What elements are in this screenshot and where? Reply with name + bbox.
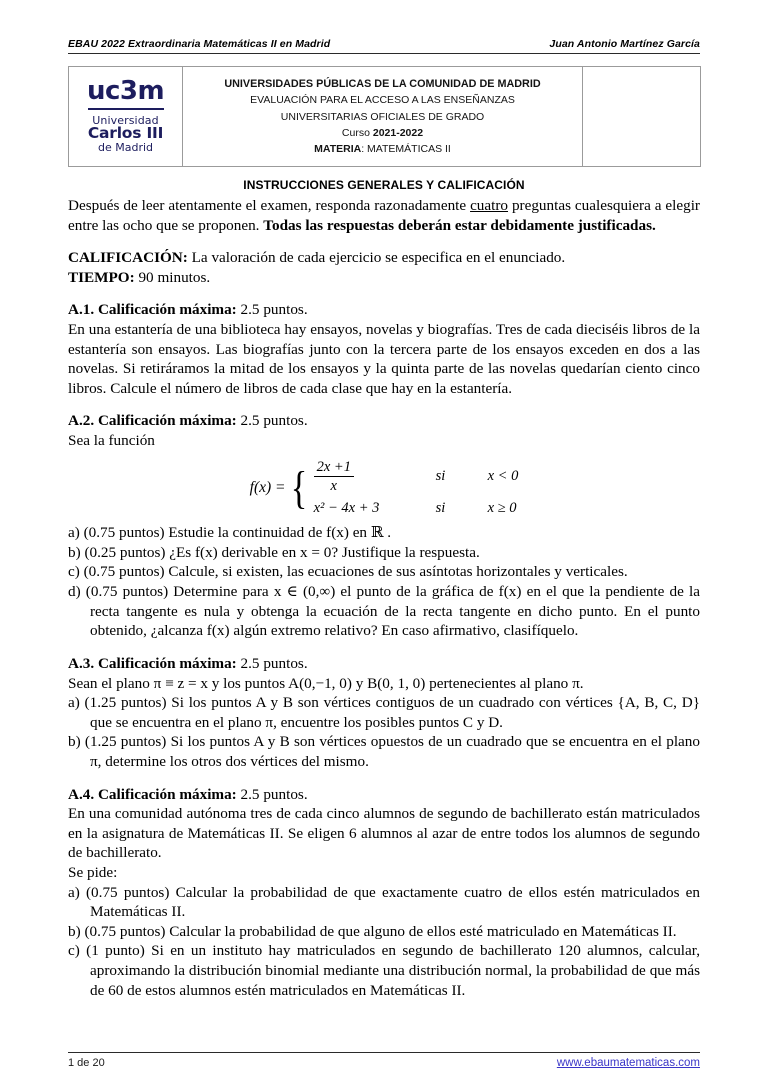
page-number: 1 de 20 (68, 1057, 105, 1069)
piecewise-formula (68, 459, 700, 518)
masthead-table (68, 66, 701, 167)
case2-si: si (435, 500, 446, 517)
spacer (68, 398, 700, 411)
a2-id: A.2. (68, 412, 95, 430)
case2-expression: x² − 4x + 3 (313, 500, 380, 517)
uc3m-de-madrid: de Madrid (97, 140, 154, 154)
formula-lhs: f(x) = (249, 478, 286, 496)
instructions-p1-b: preguntas cualesquiera a elegir entre las ocho que se proponen. (68, 197, 700, 234)
running-footer (68, 1052, 700, 1069)
question-a2-intro: Sea la función (68, 432, 155, 450)
case1-condition: x < 0 (487, 467, 519, 484)
case1-expression (314, 459, 432, 495)
masthead-line-4 (191, 125, 574, 141)
a4-item-a (68, 883, 700, 922)
formula-cases (314, 459, 519, 518)
instructions-p1-a: Después de leer atentamente el examen, responda razonadamente (68, 197, 471, 214)
a2-item-c (68, 562, 700, 582)
masthead-line-2: EVALUACIÓN PARA EL ACCESO A LAS ENSEÑANZAS (250, 94, 515, 107)
question-a1-body: En una estantería de una biblioteca hay ensayos, novelas y biografías. Tres de cada dieciséis libros de la estantería son ensayos. Las biografías junto con la tercera parte de los ensayos exceden en dos a las novelas. Si retiráramos la mitad de los ensayos y la quinta parte de las novelas quedarían ciento cinco libros. Calcule el número de libros de cada clase que hay en la estantería. (68, 321, 700, 397)
left-brace-glyph: { (290, 462, 307, 514)
masthead-logo-cell (69, 67, 183, 167)
a4-item-b-marker: b) (0.75 puntos) (68, 922, 170, 940)
a4-item-c-marker: c) (1 punto) (68, 942, 152, 960)
spacer (68, 235, 700, 248)
a2-item-d (68, 582, 700, 641)
a2-item-a-text: Estudie la continuidad de f(x) en ℝ . (168, 524, 392, 542)
a3-item-b-marker: b) (1.25 puntos) (68, 733, 171, 751)
materia-label: MATERIA (314, 143, 362, 156)
a4-head-label: Calificación máxima: (94, 785, 237, 803)
a1-head-value: 2.5 puntos. (236, 301, 308, 319)
masthead-blank-cell (583, 67, 701, 167)
calificacion-text: La valoración de cada ejercicio se especifica en el enunciado. (187, 249, 566, 267)
fraction-bar (314, 476, 354, 477)
a4-item-b-text: Calcular la probabilidad de que alguno de ellos esté matriculado en Matemáticas II. (169, 922, 677, 940)
fraction (314, 459, 354, 495)
tiempo-text: 90 minutos. (134, 268, 211, 286)
case2-condition: x ≥ 0 (487, 500, 517, 517)
masthead-line-1: UNIVERSIDADES PÚBLICAS DE LA COMUNIDAD DE MADRID (224, 77, 541, 90)
calificacion-line (68, 248, 700, 268)
header-exam-title: EBAU 2022 Extraordinaria Matemáticas II en Madrid (68, 38, 331, 50)
question-a2-heading (68, 411, 700, 431)
instructions-p1-underline: cuatro (470, 197, 509, 214)
a3-item-a-text: Si los puntos A y B son vértices contiguos de un cuadrado con vértices {A, B, C, D} que se encuentra en el plano π, encuentre los posibles puntos C y D. (90, 694, 700, 731)
spacer (68, 287, 700, 300)
spacer (68, 772, 700, 785)
tiempo-line (68, 268, 700, 288)
curso-value: 2021-2022 (372, 126, 424, 139)
a4-item-a-marker: a) (0.75 puntos) (68, 883, 176, 901)
a2-item-d-marker: d) (0.75 puntos) (68, 583, 174, 601)
formula-expression (250, 459, 519, 518)
a2-head-value: 2.5 puntos. (236, 412, 308, 430)
instructions-title: INSTRUCCIONES GENERALES Y CALIFICACIÓN (243, 178, 525, 192)
a2-item-c-text: Calcule, si existen, las ecuaciones de sus asíntotas horizontales y verticales. (168, 563, 628, 581)
case1-si: si (435, 467, 446, 484)
a3-item-b (68, 732, 700, 771)
question-a4-body: En una comunidad autónoma tres de cada cinco alumnos de segundo de bachillerato están matriculados en la asignatura de Matemáticas II. Se eligen 6 alumnos al azar de entre todos los alumnos de segundo de bachillerato. (68, 805, 700, 862)
materia-value: : MATEMÁTICAS II (361, 143, 451, 156)
a1-id: A.1. (68, 301, 95, 319)
document-page (68, 0, 700, 1091)
instructions-paragraph (68, 196, 700, 235)
uc3m-logo (69, 74, 182, 159)
fraction-numerator: 2x +1 (316, 458, 351, 475)
tiempo-label: TIEMPO: (68, 268, 135, 286)
uc3m-universidad: Universidad (92, 114, 159, 128)
formula-case-1 (314, 459, 519, 495)
a2-item-b-marker: b) (0.25 puntos) (68, 543, 170, 561)
a3-id: A.3. (68, 654, 95, 672)
a2-item-d-text: Determine para x ∈ (0,∞) el punto de la gráfica de f(x) en el que la pendiente de la recta tangente es nula y obtenga la ecuación de la recta tangente en dicho punto. En el punto obtenido, ¿alcanza f(x) algún extremo relativo? En caso afirmativo, clasifíquelo. (90, 583, 700, 640)
uc3m-acronym: uc3m (86, 76, 165, 107)
uc3m-logo-divider (88, 108, 164, 110)
masthead-line-5 (191, 141, 574, 157)
a2-head-label: Calificación máxima: (94, 412, 237, 430)
formula-case-2 (314, 500, 519, 517)
a2-item-a-marker: a) (0.75 puntos) (68, 524, 169, 542)
question-a1-heading (68, 300, 700, 320)
fraction-denominator: x (330, 478, 337, 495)
a4-item-c-text: Si en un instituto hay matriculados en segundo de bachillerato 120 alumnos, calcular, aproximando la distribución binomial mediante una distribución normal, la probabilidad de que más de 60 de estos alumnos estén matriculados en Matemáticas II. (90, 942, 701, 999)
masthead-line-3: UNIVERSITARIAS OFICIALES DE GRADO (280, 110, 485, 123)
question-a3-intro: Sean el plano π ≡ z = x y los puntos A(0,−1, 0) y B(0, 1, 0) pertenecientes al plano π. (68, 674, 584, 692)
a2-item-b-text: ¿Es f(x) derivable en x = 0? Justifique la respuesta. (169, 543, 480, 561)
a4-item-c (68, 941, 700, 1000)
uc3m-carlos-iii: Carlos III (87, 124, 164, 143)
question-a4-se-pide: Se pide: (68, 864, 118, 882)
website-link[interactable]: www.ebaumatematicas.com (556, 1057, 700, 1069)
a3-item-a (68, 693, 700, 732)
a3-head-value: 2.5 puntos. (236, 654, 308, 672)
header-author: Juan Antonio Martínez García (549, 38, 700, 50)
a2-item-b (68, 543, 700, 563)
a3-item-a-marker: a) (1.25 puntos) (68, 694, 172, 712)
a1-head-label: Calificación máxima: (94, 301, 237, 319)
a2-item-a (68, 523, 700, 543)
masthead-row (69, 67, 701, 167)
calificacion-label: CALIFICACIÓN: (68, 249, 188, 267)
spacer (68, 641, 700, 654)
masthead-text-cell (183, 67, 583, 167)
curso-label: Curso (341, 126, 373, 139)
a2-item-c-marker: c) (0.75 puntos) (68, 563, 169, 581)
instructions-p1-bold: Todas las respuestas deberán estar debidamente justificadas. (263, 216, 656, 234)
masthead-text (183, 70, 582, 164)
question-a3-heading (68, 654, 700, 674)
running-header (68, 0, 700, 54)
a4-item-b (68, 922, 700, 942)
a4-item-a-text: Calcular la probabilidad de que exactamente cuatro de ellos estén matriculados en Matemáticas II. (90, 883, 701, 921)
a3-head-label: Calificación máxima: (94, 654, 237, 672)
a4-id: A.4. (68, 785, 95, 803)
a4-head-value: 2.5 puntos. (236, 785, 308, 803)
question-a4-heading (68, 785, 700, 805)
a3-item-b-text: Si los puntos A y B son vértices opuestos de un cuadrado que se encuentra en el plano π, determine los otros dos vértices del mismo. (90, 733, 700, 770)
